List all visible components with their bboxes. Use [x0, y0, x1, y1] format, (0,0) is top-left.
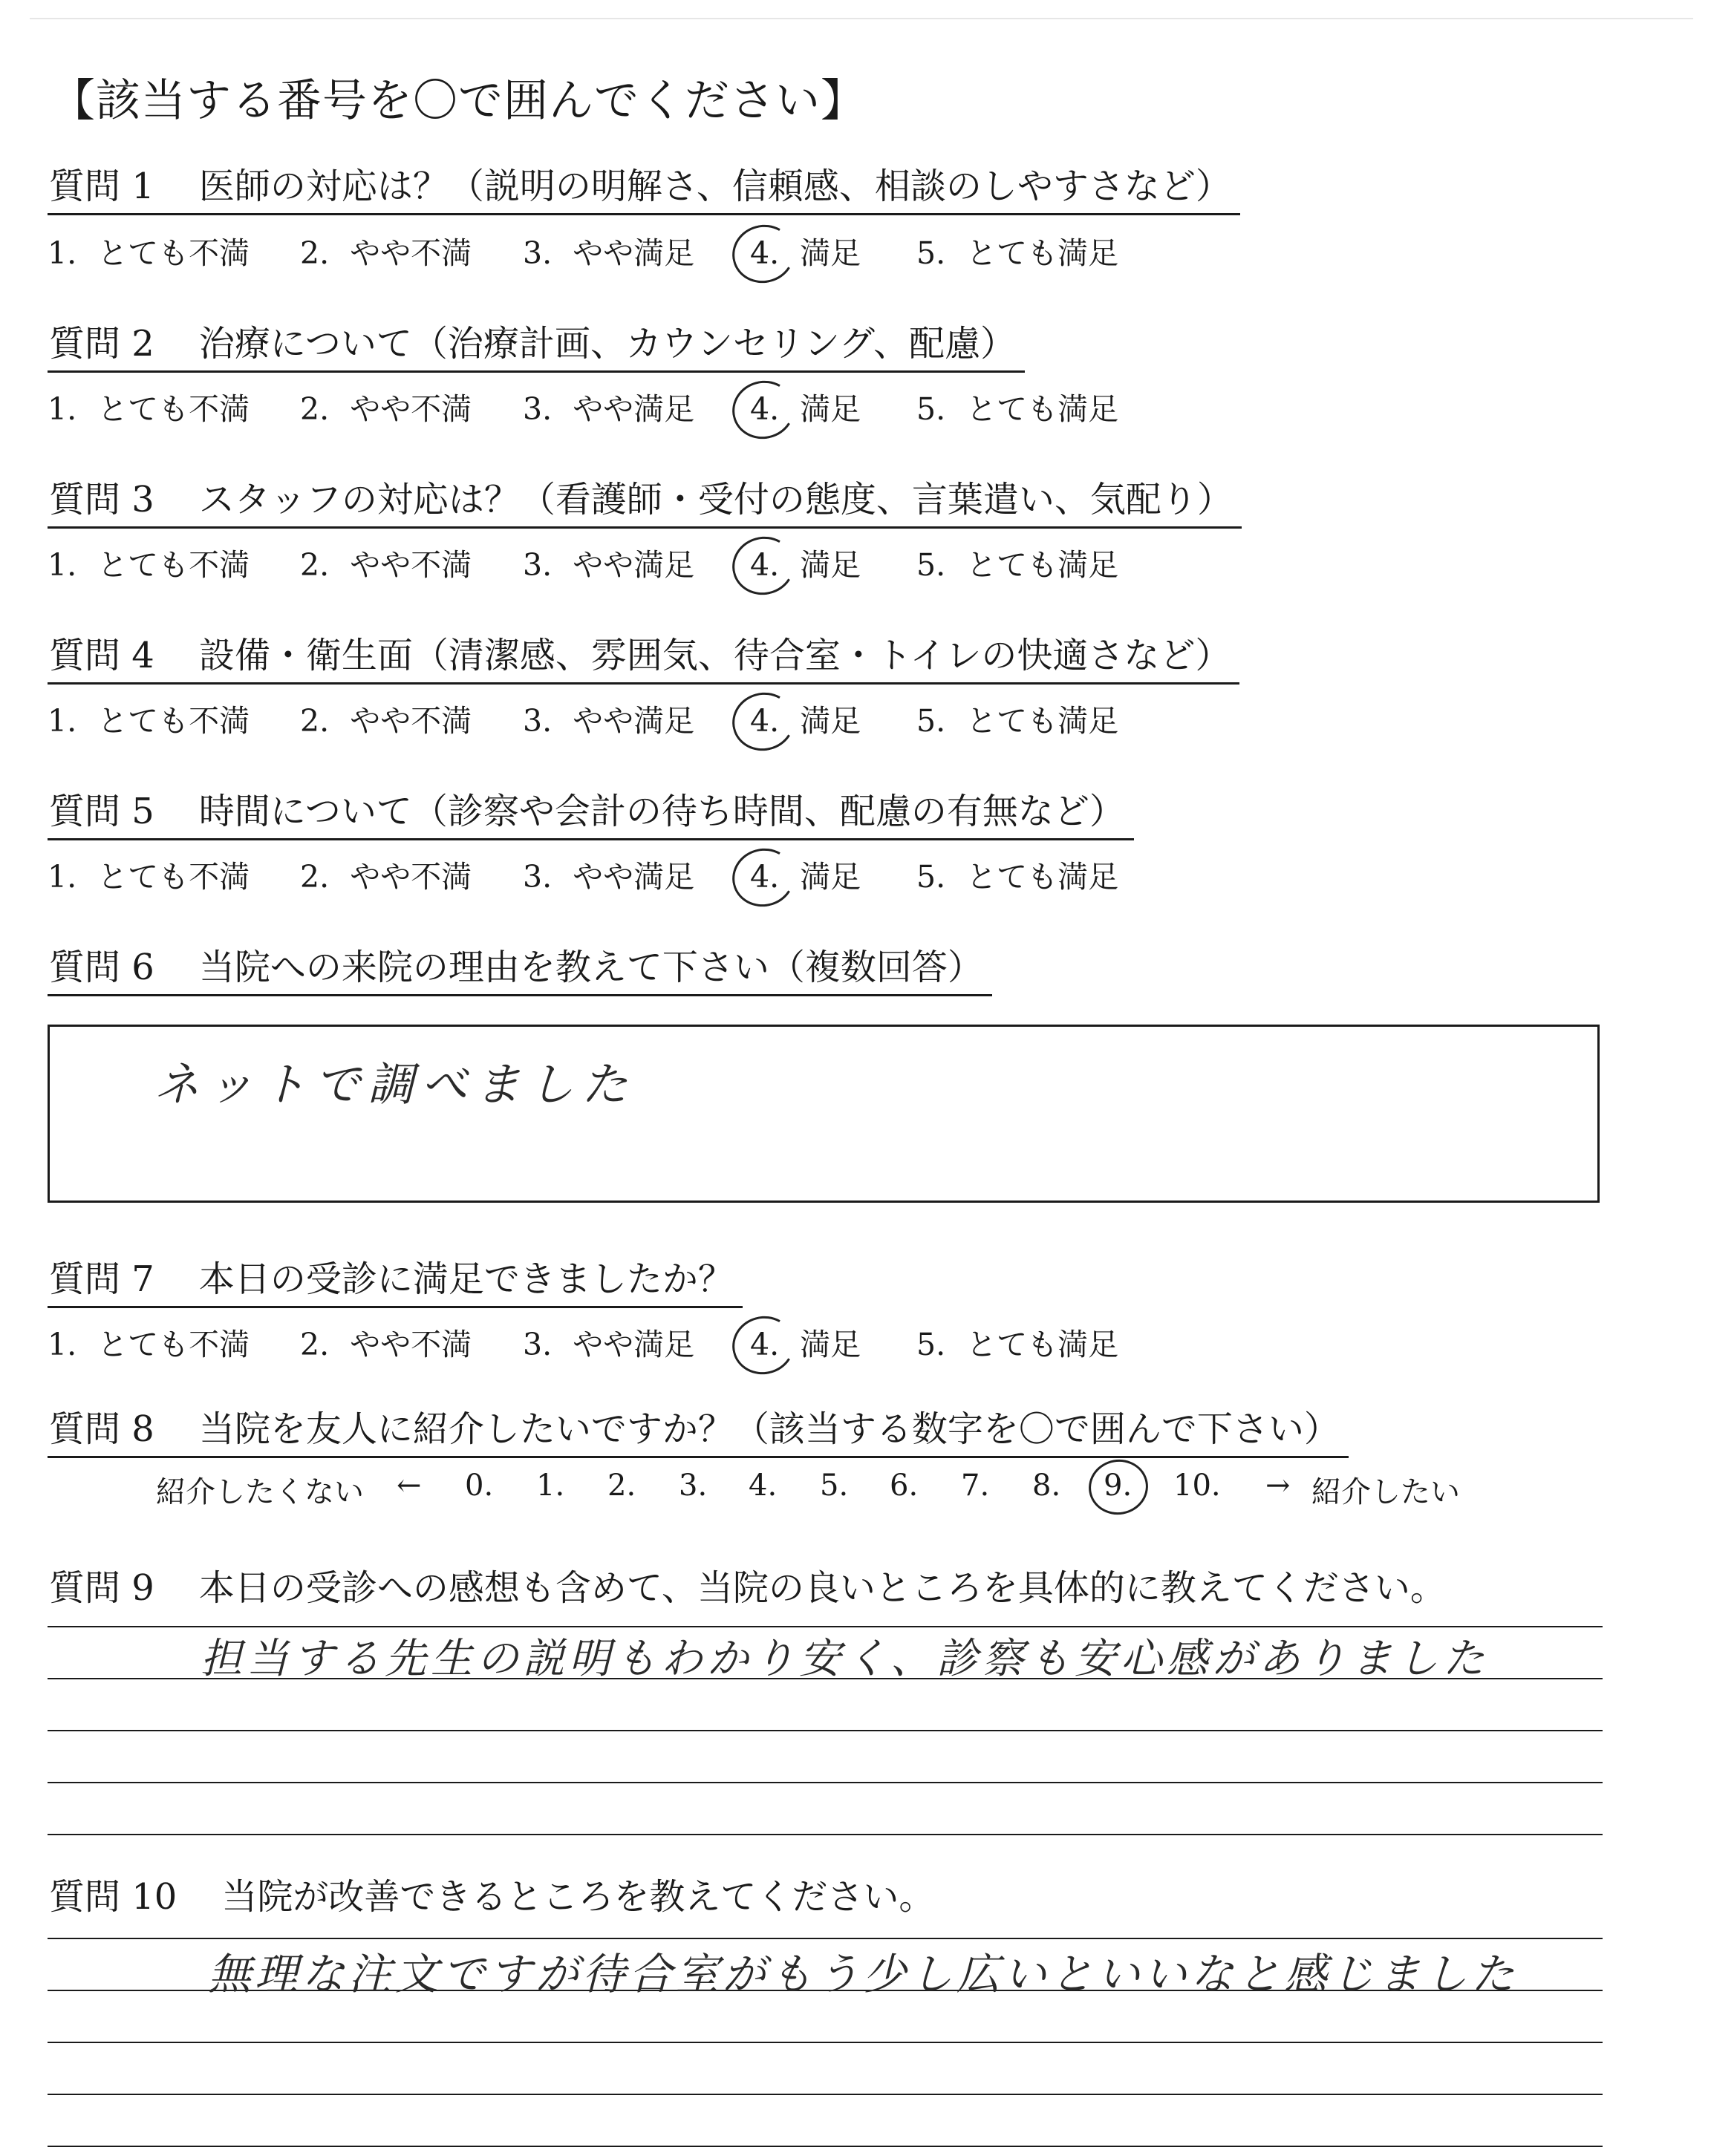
- option-number: 1.: [48, 235, 77, 271]
- question-number: 質問 8: [49, 1408, 154, 1450]
- option-label: やや満足: [573, 1327, 695, 1362]
- option-number: 1.: [48, 703, 77, 739]
- option-number: 3.: [523, 1327, 553, 1362]
- option-number: 5.: [916, 1327, 946, 1362]
- scale-value[interactable]: 3.: [679, 1469, 708, 1503]
- option-number-selected[interactable]: 4.: [750, 547, 779, 583]
- option-label: やや満足: [573, 391, 695, 427]
- handdrawn-circle-mark: [726, 530, 801, 601]
- option-label: やや不満: [350, 1327, 472, 1362]
- scale-value[interactable]: 7.: [961, 1469, 990, 1503]
- question-text: 当院が改善できるところを教えてください。: [221, 1876, 935, 1918]
- option-label: とても不満: [97, 547, 250, 583]
- option-number-selected[interactable]: 4.: [750, 859, 779, 895]
- answer-line: [48, 2042, 1603, 2043]
- handdrawn-circle-mark: [726, 374, 801, 445]
- option-label: とても満足: [966, 703, 1119, 739]
- question-8-scale: [0, 1469, 1711, 1513]
- handdrawn-circle-mark: [726, 1310, 801, 1381]
- option-number-selected[interactable]: 4.: [750, 1327, 779, 1362]
- option-label: やや満足: [573, 703, 695, 739]
- option-number: 3.: [523, 547, 553, 583]
- option-label: やや満足: [573, 859, 695, 895]
- option-number: 3.: [523, 859, 553, 895]
- option-number: 5.: [916, 703, 946, 739]
- option-label: とても不満: [97, 391, 250, 427]
- option-label: やや不満: [350, 391, 472, 427]
- question-3-title: [48, 480, 1242, 529]
- question-4-title: [48, 636, 1239, 685]
- scale-right-label: 紹介したい: [1311, 1475, 1460, 1509]
- option-number: 1.: [48, 391, 77, 427]
- option-number: 1.: [48, 1327, 77, 1362]
- scale-value[interactable]: 8.: [1032, 1469, 1061, 1503]
- question-number: 質問 2: [49, 323, 154, 365]
- answer-line: [48, 2094, 1603, 2095]
- question-7-title: [48, 1259, 743, 1308]
- option-label: やや不満: [350, 235, 472, 271]
- question-text: 本日の受診への感想も含めて、当院の良いところを具体的に教えてください。: [198, 1567, 1446, 1609]
- option-number: 2.: [300, 391, 330, 427]
- option-label: とても満足: [966, 1327, 1119, 1362]
- option-label: とても満足: [966, 235, 1119, 271]
- answer-line: [48, 2146, 1603, 2147]
- handwritten-answer: 担当する先生の説明もわかり安く、診察も安心感がありました: [201, 1635, 1489, 1683]
- option-label: とても満足: [966, 859, 1119, 895]
- option-number: 3.: [523, 703, 553, 739]
- option-label: とても不満: [97, 1327, 250, 1362]
- option-number: 5.: [916, 235, 946, 271]
- scale-value[interactable]: 1.: [536, 1469, 565, 1503]
- scale-left-label: 紹介したくない: [156, 1475, 364, 1509]
- option-label: とても満足: [966, 547, 1119, 583]
- question-6-answer-box[interactable]: [48, 1025, 1600, 1203]
- scale-value[interactable]: 0.: [465, 1469, 494, 1503]
- scale-value[interactable]: 5.: [820, 1469, 849, 1503]
- scale-value[interactable]: 10.: [1173, 1469, 1221, 1503]
- question-number: 質問 1: [49, 166, 154, 207]
- option-number: 5.: [916, 859, 946, 895]
- option-label: とても不満: [97, 859, 250, 895]
- question-number: 質問 10: [49, 1876, 177, 1918]
- question-text: 当院を友人に紹介したいですか？（該当する数字を〇で囲んで下さい）: [198, 1408, 1340, 1450]
- answer-line: [48, 1834, 1603, 1835]
- option-number: 2.: [300, 703, 330, 739]
- handwritten-answer: 無理な注文ですが待合室がもう少し広いといいなと感じました: [208, 1949, 1519, 1999]
- question-10-title: [48, 1877, 943, 1924]
- handdrawn-circle-mark: [1084, 1455, 1153, 1520]
- page-top-border: [30, 18, 1693, 19]
- question-number: 質問 4: [49, 635, 154, 676]
- option-number-selected[interactable]: 4.: [750, 703, 779, 739]
- question-number: 質問 6: [49, 947, 154, 988]
- handdrawn-circle-mark: [726, 842, 801, 913]
- left-arrow-icon: ←: [397, 1469, 422, 1503]
- option-number: 3.: [523, 235, 553, 271]
- question-number: 質問 7: [49, 1258, 154, 1300]
- option-label: やや不満: [350, 859, 472, 895]
- option-label: やや満足: [573, 235, 695, 271]
- question-text: 医師の対応は？（説明の明解さ、信頼感、相談のしやすさなど）: [198, 166, 1231, 207]
- form-heading: 【該当する番号を〇で囲んでください】: [50, 75, 866, 127]
- option-label: 満足: [800, 235, 861, 271]
- scale-value[interactable]: 6.: [890, 1469, 919, 1503]
- scale-value-selected[interactable]: 9.: [1104, 1469, 1132, 1503]
- question-number: 質問 9: [49, 1567, 154, 1609]
- scale-value[interactable]: 2.: [607, 1469, 636, 1503]
- option-label: とても不満: [97, 235, 250, 271]
- option-label: 満足: [800, 547, 861, 583]
- option-number: 2.: [300, 547, 330, 583]
- question-text: 本日の受診に満足できましたか？: [198, 1258, 734, 1300]
- option-label: とても満足: [966, 391, 1119, 427]
- question-6-title: [48, 947, 992, 996]
- option-label: とても不満: [97, 703, 250, 739]
- question-8-title: [48, 1409, 1349, 1458]
- scale-value[interactable]: 4.: [749, 1469, 778, 1503]
- option-number-selected[interactable]: 4.: [750, 391, 779, 427]
- question-text: 設備・衛生面（清潔感、雰囲気、待合室・トイレの快適さなど）: [198, 635, 1231, 676]
- question-text: 当院への来院の理由を教えて下さい（複数回答）: [198, 947, 983, 988]
- option-number: 2.: [300, 859, 330, 895]
- option-label: 満足: [800, 859, 861, 895]
- option-label: 満足: [800, 703, 861, 739]
- answer-line: [48, 1730, 1603, 1731]
- handdrawn-circle-mark: [726, 686, 801, 757]
- answer-line: [48, 1782, 1603, 1783]
- question-5-title: [48, 791, 1134, 840]
- option-number: 1.: [48, 547, 77, 583]
- question-2-title: [48, 324, 1025, 373]
- question-number: 質問 3: [49, 479, 154, 520]
- option-number: 1.: [48, 859, 77, 895]
- option-label: 満足: [800, 1327, 861, 1362]
- question-1-title: [48, 166, 1240, 215]
- option-number: 5.: [916, 391, 946, 427]
- option-number: 2.: [300, 235, 330, 271]
- question-number: 質問 5: [49, 791, 154, 832]
- question-text: スタッフの対応は？（看護師・受付の態度、言葉遣い、気配り）: [198, 479, 1233, 520]
- handdrawn-circle-mark: [726, 218, 801, 290]
- option-number: 2.: [300, 1327, 330, 1362]
- question-text: 時間について（診察や会計の待ち時間、配慮の有無など）: [198, 791, 1125, 832]
- option-label: やや満足: [573, 547, 695, 583]
- option-number-selected[interactable]: 4.: [750, 235, 779, 271]
- option-label: やや不満: [350, 703, 472, 739]
- option-label: やや不満: [350, 547, 472, 583]
- option-label: 満足: [800, 391, 861, 427]
- option-number: 3.: [523, 391, 553, 427]
- option-number: 5.: [916, 547, 946, 583]
- question-9-title: [48, 1568, 1455, 1615]
- question-text: 治療について（治療計画、カウンセリング、配慮）: [198, 323, 1016, 365]
- right-arrow-icon: →: [1265, 1469, 1291, 1503]
- handwritten-answer: ネットで調べました: [154, 1057, 636, 1111]
